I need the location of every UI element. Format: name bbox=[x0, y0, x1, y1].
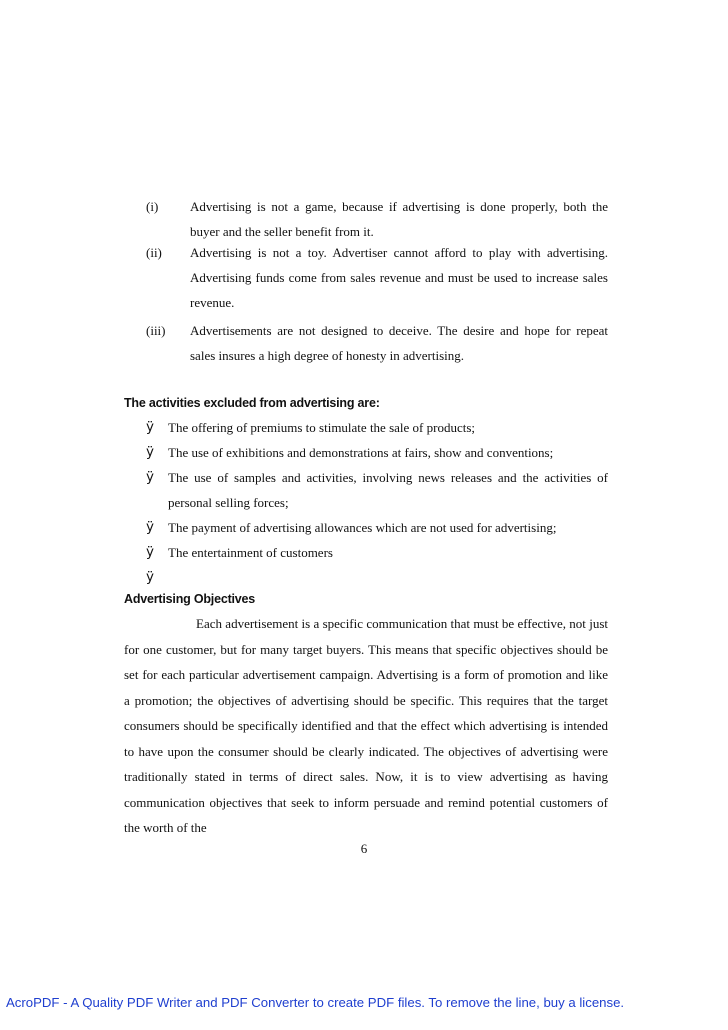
bullet-item bbox=[146, 415, 608, 440]
objectives-paragraph bbox=[124, 611, 608, 841]
advertising-objectives-heading: Advertising Objectives bbox=[124, 592, 256, 606]
acropdf-watermark: AcroPDF - A Quality PDF Writer and PDF Converter to create PDF files. To remove the line, buy a license. bbox=[6, 995, 625, 1010]
bullet-text: The use of samples and activities, involving news releases and the activities of personal selling forces; bbox=[168, 470, 608, 510]
numbered-item-marker: (i) bbox=[146, 199, 159, 214]
objectives-paragraph-text: Each advertisement is a specific communication that must be effective, not just for one customer, but for many target buyers. This means that specific objectives should be set for each particular advertisement campaign. Advertising is a form of promotion and like a promotion; the objectives of advertising should be specific. This requires that the target consumers should be specifically identified and that the effect which advertising is intended to have upon the consumer should be clearly indicated. The objectives of advertising were traditionally stated in terms of direct sales. Now, it is to view advertising as having communication objectives that seek to inform persuade and remind potential customers of the worth of the bbox=[124, 616, 608, 835]
numbered-item-3 bbox=[146, 318, 608, 368]
excluded-activities-heading: The activities excluded from advertising are: bbox=[124, 396, 380, 410]
bullet-item bbox=[146, 465, 608, 515]
bullet-text: The payment of advertising allowances which are not used for advertising; bbox=[168, 520, 557, 535]
bullet-icon: ÿ bbox=[146, 444, 154, 460]
numbered-item-marker: (ii) bbox=[146, 245, 162, 260]
page-number: 6 bbox=[360, 841, 368, 856]
bullet-icon: ÿ bbox=[146, 544, 154, 560]
numbered-item-1 bbox=[146, 194, 608, 244]
numbered-item-2 bbox=[146, 240, 608, 315]
numbered-item-marker: (iii) bbox=[146, 323, 166, 338]
numbered-item-text: Advertising is not a game, because if advertising is done properly, both the buyer and the seller benefit from it. bbox=[190, 199, 608, 239]
bullet-item bbox=[146, 515, 608, 540]
bullet-item bbox=[146, 540, 608, 565]
bullet-text: The use of exhibitions and demonstrations at fairs, show and conventions; bbox=[168, 445, 554, 460]
bullet-icon: ÿ bbox=[146, 519, 154, 535]
numbered-item-text: Advertisements are not designed to deceive. The desire and hope for repeat sales insures a high degree of honesty in advertising. bbox=[190, 323, 608, 363]
bullet-icon: ÿ bbox=[146, 419, 154, 435]
bullet-text: The offering of premiums to stimulate the sale of products; bbox=[168, 420, 475, 435]
numbered-item-text: Advertising is not a toy. Advertiser cannot afford to play with advertising. Advertising funds come from sales revenue and must be used to increase sales revenue. bbox=[190, 245, 608, 310]
bullet-icon: ÿ bbox=[146, 569, 154, 585]
bullet-icon: ÿ bbox=[146, 469, 154, 485]
bullet-item bbox=[146, 440, 608, 465]
bullet-text: The entertainment of customers bbox=[168, 545, 333, 560]
